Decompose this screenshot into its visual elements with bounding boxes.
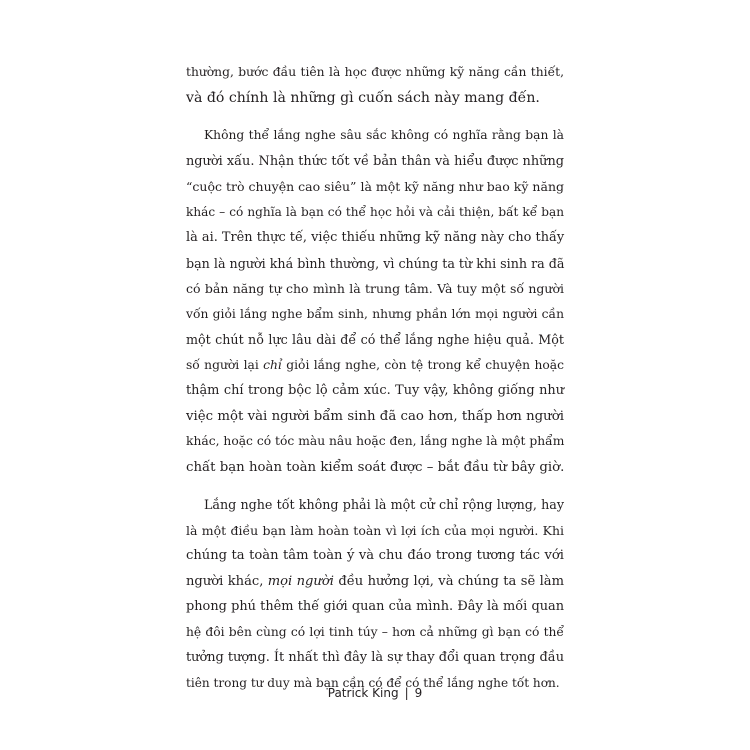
footer-separator: | (404, 686, 409, 700)
page-number: 9 (414, 686, 423, 700)
text-line: Lắng nghe tốt không phải là một cử chỉ rộng lượng, hay (204, 497, 564, 512)
page-footer (0, 686, 750, 700)
body-text (186, 60, 564, 708)
text-line: là một điều bạn làm hoàn toàn vì lợi ích của mọi người. Khi (186, 522, 564, 538)
text-line: việc một vài người bẩm sinh đã cao hơn, thấp hơn người (186, 408, 564, 424)
text-line: số người lại chỉ giỏi lắng nghe, còn tệ trong kể chuyện hoặc (186, 357, 564, 372)
paragraph-2 (186, 123, 564, 480)
text-line: có bản năng tự cho mình là trung tâm. Và tuy một số người (186, 281, 564, 296)
text-line: tiên trong tư duy mà bạn cần có để có thể lắng nghe tốt hơn. (186, 675, 560, 690)
emphasized-text: mọi người (267, 573, 334, 589)
text-line: là ai. Trên thực tế, việc thiếu những kỹ năng này cho thấy (186, 230, 565, 245)
text-line: Không thể lắng nghe sâu sắc không có nghĩa rằng bạn là (204, 128, 564, 142)
text-line: bạn là người khá bình thường, vì chúng ta từ khi sinh ra đã (186, 255, 565, 271)
emphasized-text: chỉ (263, 357, 282, 372)
text-line: khác – có nghĩa là bạn có thể học hỏi và cải thiện, bất kể bạn (186, 204, 564, 219)
text-line: tưởng tượng. Ít nhất thì đây là sự thay đổi quan trọng đầu (186, 650, 564, 665)
text-line: chất bạn hoàn toàn kiểm soát được – bắt đầu từ bây giờ. (186, 459, 565, 475)
text-line: và đó chính là những gì cuốn sách này mang đến. (186, 89, 540, 106)
text-line: một chút nỗ lực lâu dài để có thể lắng nghe hiệu quả. Một (186, 332, 564, 347)
text-line: hệ đôi bên cùng có lợi tinh túy – hơn cả những gì bạn có thể (186, 624, 564, 639)
author-name: Patrick King (327, 686, 399, 700)
text-line: khác, hoặc có tóc màu nâu hoặc đen, lắng nghe là một phẩm (186, 434, 565, 448)
text-line: người khác, mọi người đều hưởng lợi, và chúng ta sẽ làm (186, 573, 564, 589)
paragraph-3 (186, 492, 564, 696)
text-line: thậm chí trong bộc lộ cảm xúc. Tuy vậy, không giống như (186, 383, 564, 398)
text-line: thường, bước đầu tiên là học được những kỹ năng cần thiết, (186, 65, 564, 79)
text-line: người xấu. Nhận thức tốt về bản thân và hiểu được những (186, 153, 564, 169)
text-line: vốn giỏi lắng nghe bẩm sinh, nhưng phần lớn mọi người cần (186, 306, 564, 321)
paragraph-1 (186, 60, 564, 111)
text-line: chúng ta toàn tâm toàn ý và chu đáo trong tương tác với (186, 548, 564, 563)
text-line: phong phú thêm thế giới quan của mình. Đây là mối quan (186, 599, 564, 614)
text-line: “cuộc trò chuyện cao siêu” là một kỹ năng như bao kỹ năng (186, 179, 564, 194)
